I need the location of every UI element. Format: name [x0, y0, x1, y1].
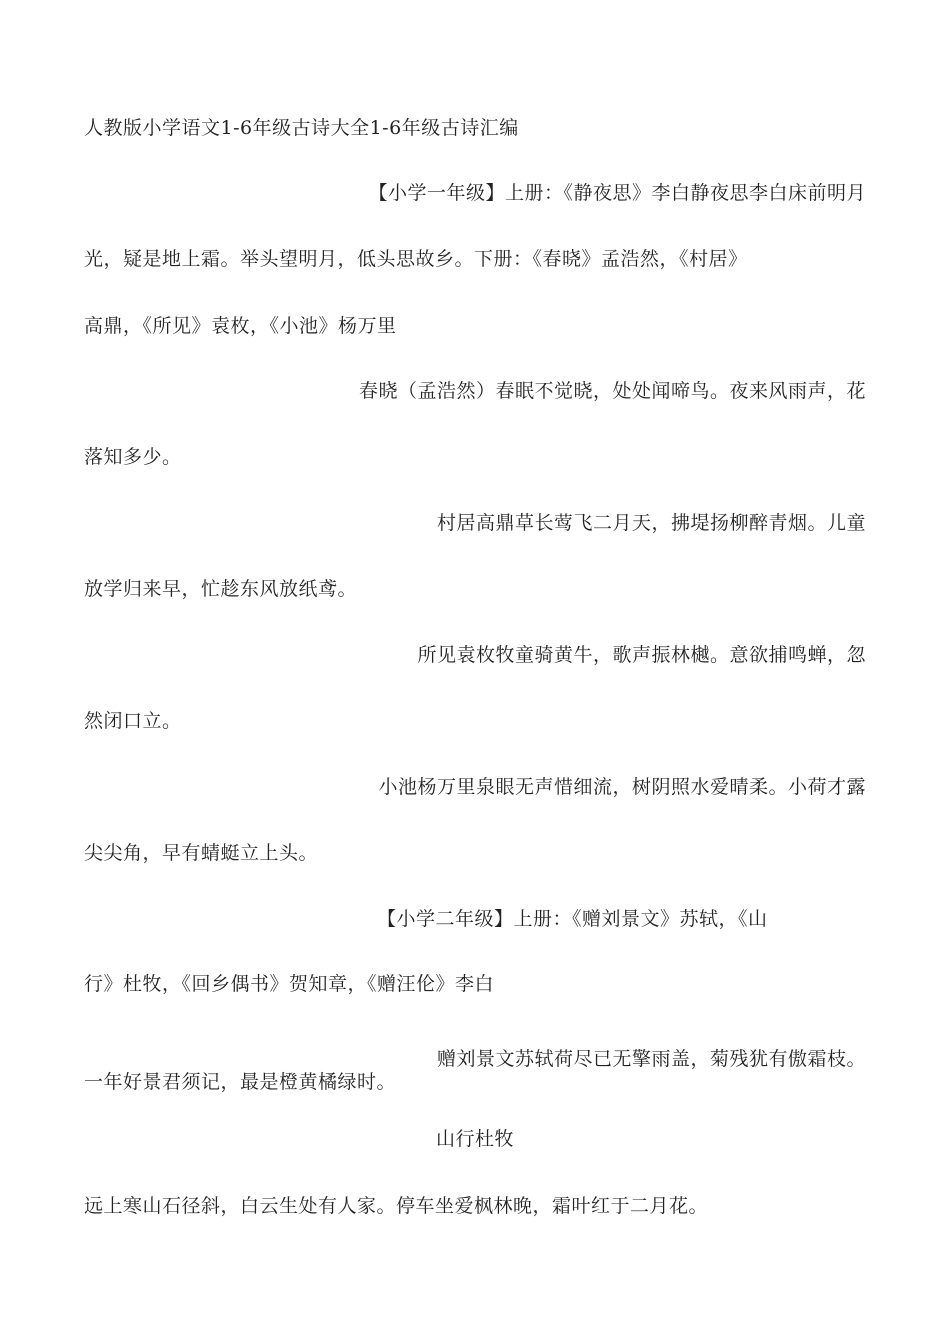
text-line: 高鼎，《所见》袁枚，《小池》杨万里	[84, 315, 397, 337]
text-line: 所见袁枚牧童骑黄牛，歌声振林樾。意欲捕鸣蝉，忽	[417, 644, 866, 666]
text-line: 小池杨万里泉眼无声惜细流，树阴照水爱晴柔。小荷才露	[378, 776, 866, 798]
text-line: 然闭口立。	[84, 710, 182, 732]
text-line: 村居高鼎草长莺飞二月天，拂堤扬柳醉青烟。儿童	[436, 512, 866, 534]
text-line: 行》杜牧，《回乡偶书》贺知章，《赠汪伦》李白	[84, 973, 495, 995]
text-line: 一年好景君须记，最是橙黄橘绿时。	[84, 1071, 397, 1093]
text-line: 落知多少。	[84, 446, 182, 468]
text-line: 【小学一年级】上册：《静夜思》李白静夜思李白床前明月	[368, 182, 866, 204]
text-line: 赠刘景文苏轼荷尽已无擎雨盖，菊残犹有傲霜枝。	[436, 1048, 866, 1070]
text-line: 光，疑是地上霜。举头望明月，低头思故乡。下册：《春晓》孟浩然，《村居》	[84, 248, 748, 270]
text-line: 放学归来早，忙趁东风放纸鸢。	[84, 578, 358, 600]
text-line: 【小学二年级】上册：《赠刘景文》苏轼，《山	[377, 908, 768, 930]
document-title: 人教版小学语文1-6年级古诗大全1-6年级古诗汇编	[84, 117, 519, 139]
poem-heading: 山行杜牧	[435, 1128, 514, 1150]
text-line: 尖尖角，早有蜻蜓立上头。	[84, 842, 319, 864]
text-line: 春晓（孟浩然）春眠不觉晓，处处闻啼鸟。夜来风雨声，花	[358, 380, 866, 402]
text-line: 远上寒山石径斜，白云生处有人家。停车坐爱枫林晚，霜叶红于二月花。	[84, 1195, 709, 1217]
